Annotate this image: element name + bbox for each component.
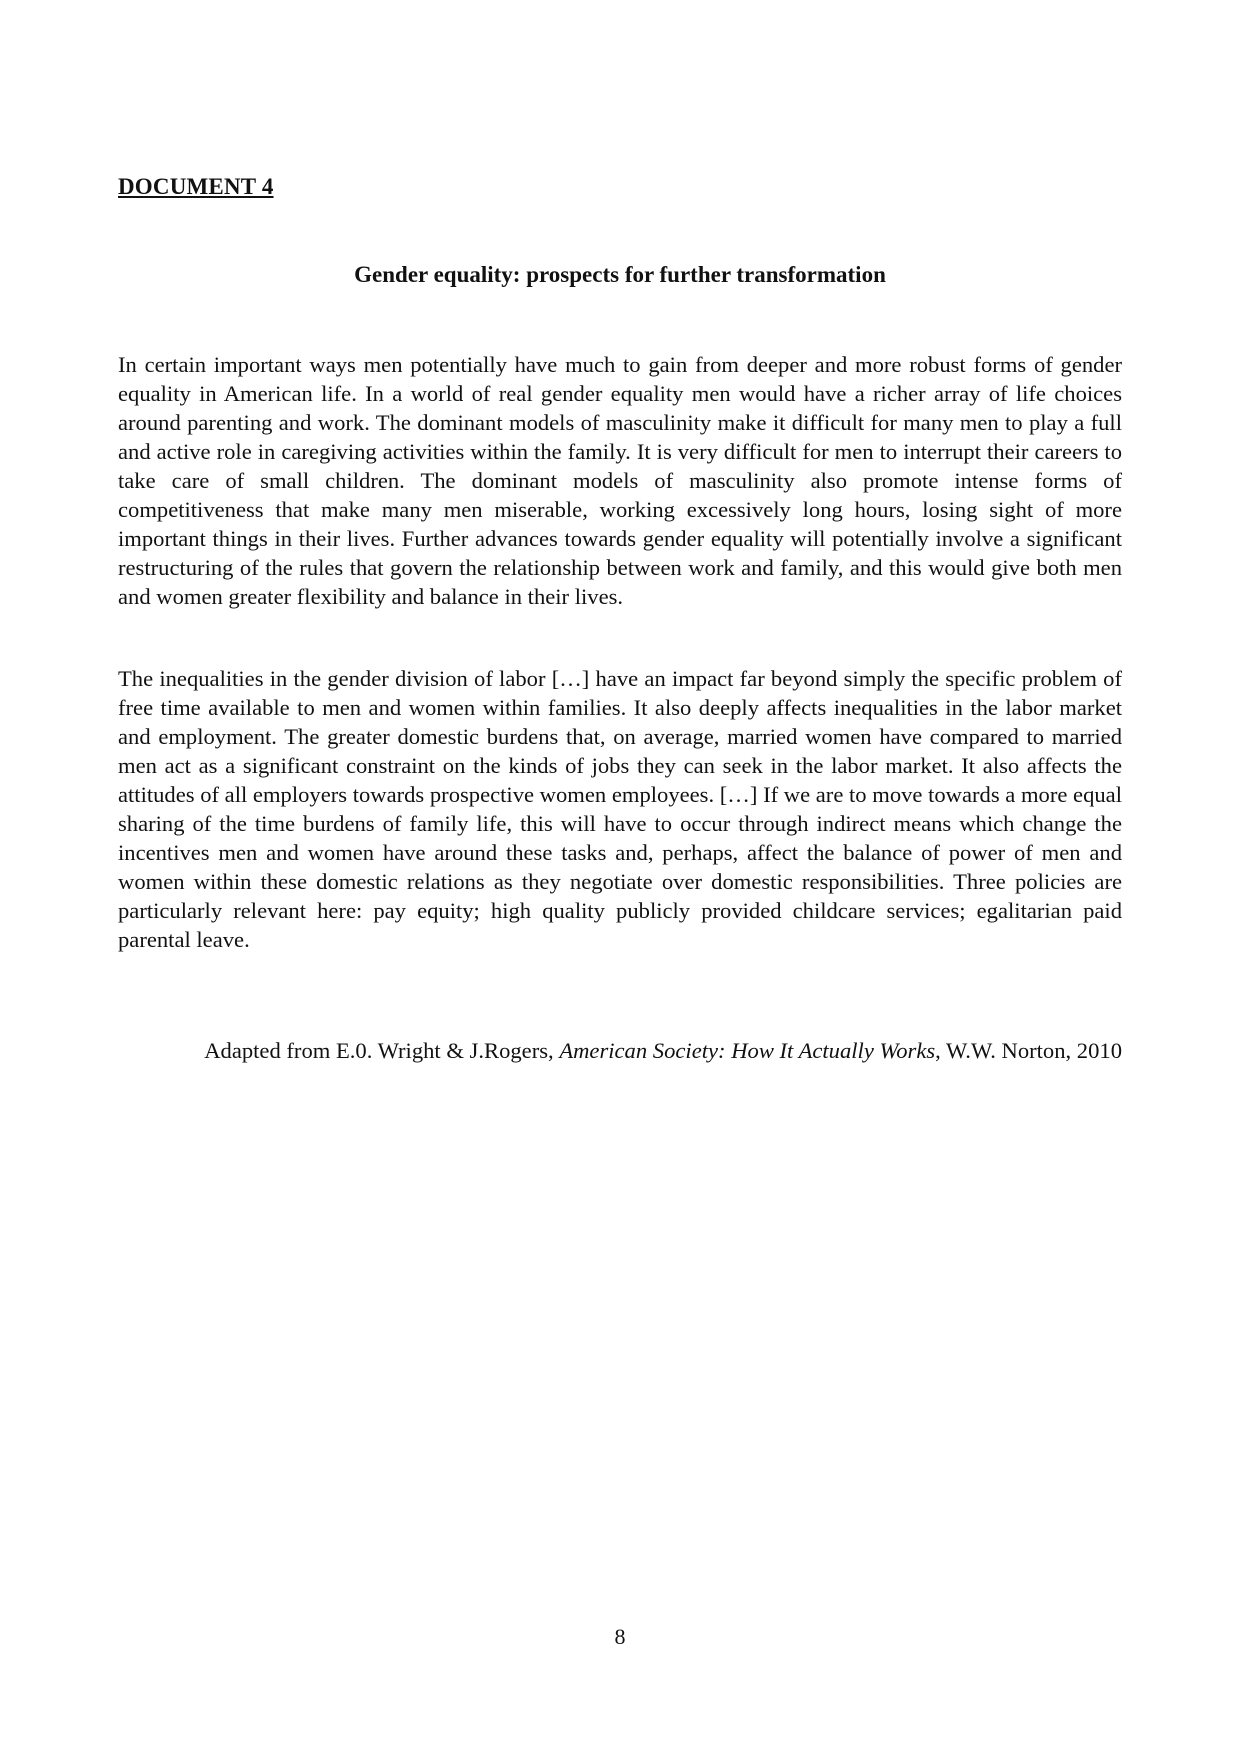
document-title: Gender equality: prospects for further transformation [354, 262, 886, 287]
source-citation [118, 1036, 1122, 1065]
document-label: DOCUMENT 4 [118, 174, 274, 199]
citation-book-title: American Society: How It Actually Works [559, 1038, 936, 1063]
page-number: 8 [614, 1624, 626, 1649]
citation-prefix: Adapted from E.0. Wright & J.Rogers, [204, 1038, 560, 1063]
body-paragraph-2: The inequalities in the gender division of labor […] have an impact far beyond simply the specific problem of free time available to men and women within families. It also deeply affects inequalities in the labor market and employment. The greater domestic burdens that, on average, married women have compared to married men act as a significant constraint on the kinds of jobs they can seek in the labor market. It also affects the attitudes of all employers towards prospective women employees. […] If we are to move towards a more equal sharing of the time burdens of family life, this will have to occur through indirect means which change the incentives men and women have around these tasks and, perhaps, affect the balance of power of men and women within these domestic relations as they negotiate over domestic responsibilities. Three policies are particularly relevant here: pay equity; high quality publicly provided childcare services; egalitarian paid parental leave. [118, 666, 1122, 952]
body-paragraph-1: In certain important ways men potentially have much to gain from deeper and more robust forms of gender equality in American life. In a world of real gender equality men would have a richer array of life choices around parenting and work. The dominant models of masculinity make it difficult for many men to play a full and active role in caregiving activities within the family. It is very difficult for men to interrupt their careers to take care of small children. The dominant models of masculinity also promote intense forms of competitiveness that make many men miserable, working excessively long hours, losing sight of more important things in their lives. Further advances towards gender equality will potentially involve a significant restructuring of the rules that govern the relationship between work and family, and this would give both men and women greater flexibility and balance in their lives. [118, 352, 1122, 609]
citation-suffix: , W.W. Norton, 2010 [935, 1038, 1122, 1063]
